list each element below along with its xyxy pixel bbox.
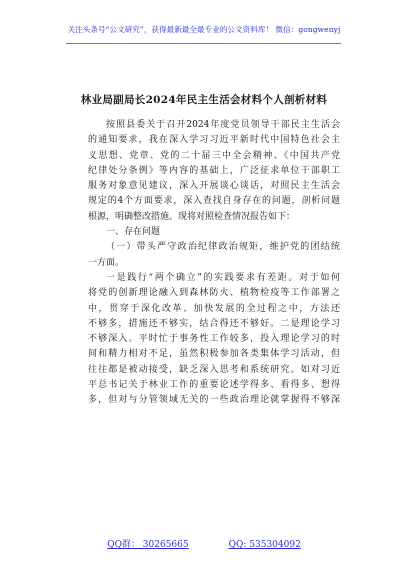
section-heading: 一、存在问题 (106, 227, 161, 238)
paragraph-line: 不够深入。平时忙于事务性工作较多，投入理论学习的时 (88, 334, 340, 345)
header-banner: 关注头条号“公文研究”，获得最新最全最专业的公文资料库！ 微信：gongwenyj (67, 25, 341, 34)
paragraph-line: 义思想、党章、党的二十届三中全会精神、《中国共产党 (88, 150, 340, 161)
paragraph-line: 往往都是被动接受，缺乏深入思考和系统研究。如对习近 (88, 364, 340, 375)
header-divider (66, 43, 341, 44)
paragraph-line: 将党的创新理论融入到森林防火、植物检疫等工作部署之 (88, 288, 340, 299)
paragraph-line: 的通知要求，我在深入学习习近平新时代中国特色社会主 (88, 135, 340, 146)
paragraph-line: 不够多，措施还不够实，结合得还不够好。二是理论学习 (88, 318, 340, 329)
subsection-heading: （一）带头严守政治纪律政治规矩，维护党的团结统 (106, 242, 340, 253)
paragraph-line: 间和精力相对不足，虽然积极参加各类集体学习活动，但 (88, 349, 340, 360)
paragraph-line: 一是践行“两个确立”的实践要求有差距。对于如何 (106, 272, 340, 283)
paragraph-line: 中，贯穿于深化改革、加快发展的全过程之中，方法还 (88, 303, 340, 314)
paragraph-line: 按照县委关于召开2024年度党员领导干部民主生活会 (106, 120, 340, 130)
subsection-heading: 一方面。 (88, 257, 125, 268)
paragraph-line: 根源，明确整改措施。现将对照检查情况报告如下： (88, 211, 296, 222)
paragraph-line: 纪律处分条例》等内容的基础上，广泛征求单位干部职工 (88, 165, 340, 176)
footer-contact (0, 537, 408, 550)
document-title: 林业局副局长2024年民主生活会材料个人剖析材料 (80, 94, 328, 106)
document-body (88, 118, 340, 409)
paragraph-line: 多，但对与分管领域无关的一些政治理论就掌握得不够深 (88, 395, 340, 406)
paragraph-line: 规定的4个方面要求，深入查找自身存在的问题，剖析问题 (88, 196, 340, 207)
paragraph-line: 服务对象意见建议，深入开展谈心谈话，对照民主生活会 (88, 181, 340, 192)
qq-contact-link[interactable]: QQ: 535304092 (228, 540, 301, 550)
paragraph-line: 平总书记关于林业工作的重要论述学得多、看得多、想得 (88, 380, 340, 391)
qq-group-link[interactable]: QQ群： 30265665 (107, 540, 189, 550)
